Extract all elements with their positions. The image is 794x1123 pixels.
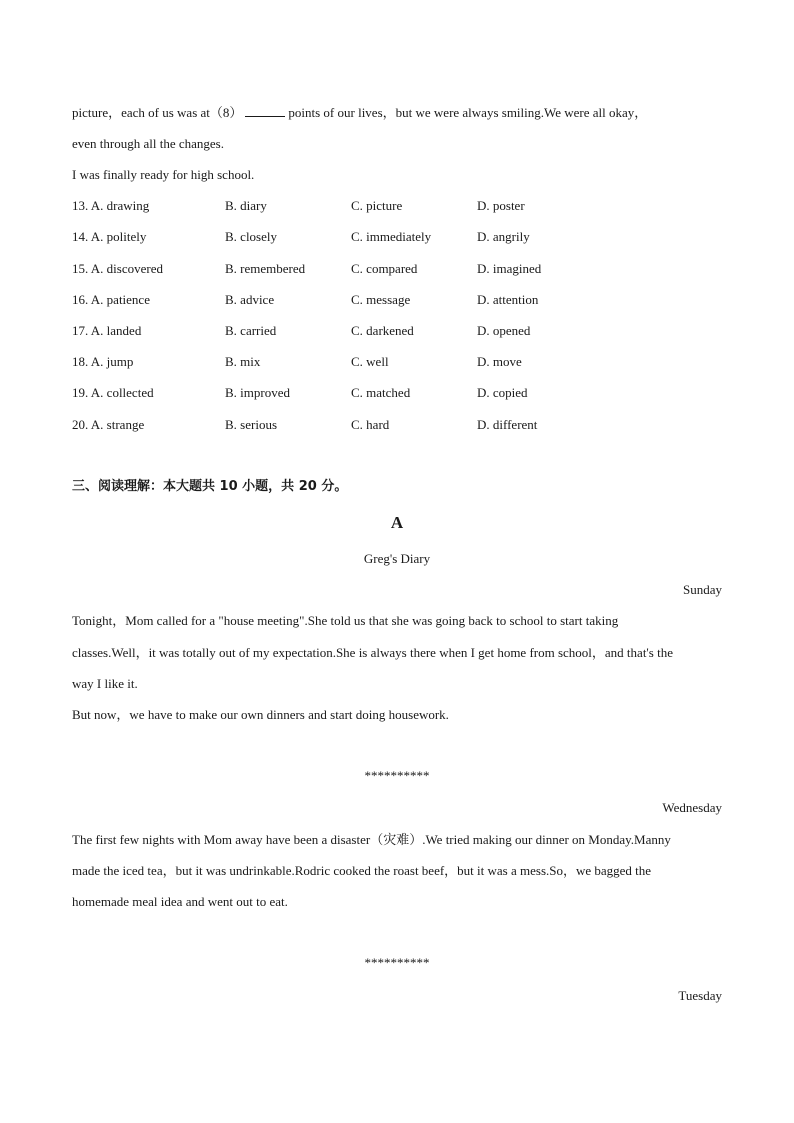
option-b: B. closely [225,229,277,244]
option-b: B. remembered [225,261,306,276]
passage-title: Greg's Diary [363,551,431,566]
entry2-line-1: The first few nights with Mom away have been a disaster（灾难）.We tried making our dinner on Monday.Manny [72,832,671,847]
option-c: C. picture [351,198,403,213]
option-c: C. hard [351,417,390,432]
section-3-heading [72,478,347,496]
option-a: 20. A. strange [72,417,145,432]
question-15-options [72,260,632,278]
option-d: D. attention [477,292,539,307]
option-d: D. poster [477,198,525,213]
option-d: D. different [477,417,538,432]
option-b: B. advice [225,292,275,307]
option-a: 16. A. patience [72,292,150,307]
section-prefix: 三、阅读理解：本大题共 [72,479,216,494]
question-17-options [72,322,632,340]
question-14-options [72,228,632,246]
question-19-options [72,384,632,402]
entry2-line-2: made the iced tea，but it was undrinkable.Rodric cooked the roast beef，but it was a mess.So，we bagged the [72,863,652,878]
entry1-line-2: classes.Well，it was totally out of my expectation.She is always there when I get home from school，and that's the [72,645,673,660]
option-d: D. opened [477,323,531,338]
option-c: C. immediately [351,229,432,244]
separator: ********** [364,768,430,783]
passage-line-2: even through all the changes. [72,136,224,151]
option-c: C. message [351,292,411,307]
answer-blank [245,104,285,117]
option-d: D. angrily [477,229,530,244]
diary-day-sunday: Sunday [683,582,722,597]
entry1-line-1: Tonight，Mom called for a "house meeting".She told us that she was going back to school to start taking [72,613,619,628]
question-16-options [72,291,632,309]
entry2-line-3: homemade meal idea and went out to eat. [72,894,288,909]
option-c: C. matched [351,385,411,400]
option-b: B. mix [225,354,261,369]
option-b: B. improved [225,385,290,400]
question-13-options [72,197,632,215]
option-d: D. move [477,354,522,369]
section-score: 20 [298,479,317,494]
option-c: C. well [351,354,389,369]
option-d: D. copied [477,385,528,400]
option-a: 19. A. collected [72,385,154,400]
option-c: C. compared [351,261,418,276]
option-b: B. carried [225,323,277,338]
passage-label: A [390,513,404,532]
diary-day-wednesday: Wednesday [662,800,722,815]
option-b: B. diary [225,198,267,213]
entry1-line-4: But now，we have to make our own dinners and start doing housework. [72,707,449,722]
option-c: C. darkened [351,323,414,338]
section-suffix: 分。 [321,479,348,494]
diary-day-tuesday: Tuesday [678,988,722,1003]
section-count: 10 [219,479,238,494]
option-a: 17. A. landed [72,323,142,338]
option-b: B. serious [225,417,277,432]
question-20-options [72,416,632,434]
option-a: 13. A. drawing [72,198,150,213]
entry1-line-3: way I like it. [72,676,138,691]
passage-line-1-end: points of our lives，but we were always smiling.We were all okay， [288,105,648,120]
passage-line-1 [72,104,647,122]
passage-line-3: I was finally ready for high school. [72,167,255,182]
option-d: D. imagined [477,261,542,276]
option-a: 15. A. discovered [72,261,163,276]
option-a: 18. A. jump [72,354,134,369]
passage-line-1-start: picture，each of us was at（8） [72,105,243,120]
section-mid: 小题，共 [242,479,295,494]
option-a: 14. A. politely [72,229,147,244]
separator: ********** [364,955,430,970]
question-18-options [72,353,632,371]
